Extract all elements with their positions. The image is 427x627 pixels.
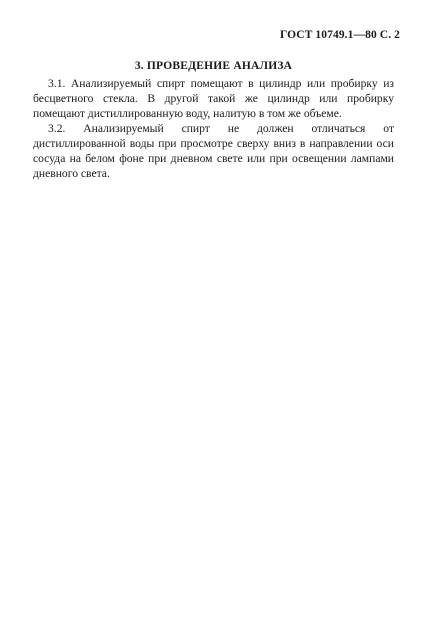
paragraph-3-1: 3.1. Анализируемый спирт помещают в цилиндр или пробирку из бесцветного стекла. В другой такой же цилиндр или пробирку помещают дистиллированную воду, налитую в том же объеме. <box>33 77 394 120</box>
section-body <box>33 76 394 181</box>
section-title: 3. ПРОВЕДЕНИЕ АНАЛИЗА <box>134 60 293 72</box>
paragraph-3-2: 3.2. Анализируемый спирт не должен отличаться от дистиллированной воды при просмотре сверху вниз в направлении оси сосуда на белом фоне при дневном свете или при освещении лампами дневного света. <box>33 122 394 180</box>
page-header: ГОСТ 10749.1—80 С. 2 <box>279 29 400 41</box>
